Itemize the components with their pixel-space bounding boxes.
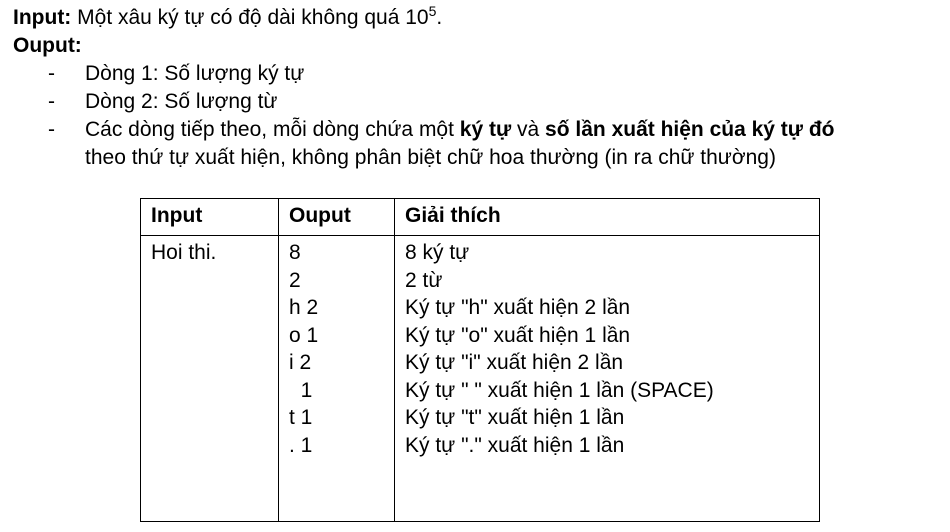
- output-item-text: Các dòng tiếp theo, mỗi dòng chứa một: [85, 118, 460, 141]
- cell-input: [141, 236, 279, 522]
- output-line: 8: [289, 241, 301, 264]
- cell-explain: [395, 236, 820, 522]
- output-item-3-continuation: theo thứ tự xuất hiện, không phân biệt chữ hoa thường (in ra chữ thường): [85, 146, 776, 169]
- output-line: 1: [289, 378, 313, 402]
- input-value: Hoi thi.: [151, 241, 217, 264]
- input-end: .: [436, 6, 443, 29]
- problem-document: [13, 4, 943, 172]
- explain-line: 8 ký tự: [405, 241, 470, 264]
- output-label: Ouput:: [13, 34, 82, 57]
- bullet-dash: -: [48, 90, 55, 113]
- header-output: Ouput: [279, 199, 395, 236]
- output-item-bold: số lần xuất hiện của ký tự đó: [545, 118, 835, 141]
- table-header-row: [141, 199, 820, 236]
- output-line: h 2: [289, 296, 319, 319]
- explain-line: Ký tự "o" xuất hiện 1 lần: [405, 323, 631, 347]
- cell-output: [279, 236, 395, 522]
- table-row: [141, 236, 820, 522]
- output-item-3: [13, 116, 943, 144]
- explain-line: 2 từ: [405, 268, 443, 292]
- explain-line: Ký tự "h" xuất hiện 2 lần: [405, 296, 631, 319]
- output-item-bold: ký tự: [459, 118, 512, 141]
- output-item-2: [13, 88, 943, 116]
- bullet-dash: -: [48, 62, 55, 85]
- output-line: . 1: [289, 433, 313, 457]
- header-input: Input: [141, 199, 279, 236]
- output-line: o 1: [289, 323, 319, 347]
- input-exponent: 5: [428, 3, 437, 19]
- output-line: i 2: [289, 351, 312, 374]
- explain-line: Ký tự "." xuất hiện 1 lần: [405, 433, 625, 457]
- explain-line: Ký tự "t" xuất hiện 1 lần: [405, 406, 625, 429]
- output-line: t 1: [289, 406, 313, 429]
- input-spec: [13, 4, 943, 32]
- explain-line: Ký tự " " xuất hiện 1 lần (SPACE): [405, 378, 714, 402]
- example-table: [140, 198, 820, 522]
- output-item-1: [13, 60, 943, 88]
- output-item-text: và: [511, 118, 546, 141]
- input-label: Input:: [13, 6, 72, 29]
- output-item-text: Dòng 2: Số lượng từ: [85, 90, 278, 113]
- input-text: Một xâu ký tự có độ dài không quá 10: [71, 6, 429, 29]
- output-item-text: Dòng 1: Số lượng ký tự: [85, 62, 305, 85]
- explain-line: Ký tự "i" xuất hiện 2 lần: [405, 351, 624, 374]
- bullet-dash: -: [48, 118, 55, 141]
- header-explain: Giải thích: [395, 199, 820, 236]
- output-line: 2: [289, 268, 301, 292]
